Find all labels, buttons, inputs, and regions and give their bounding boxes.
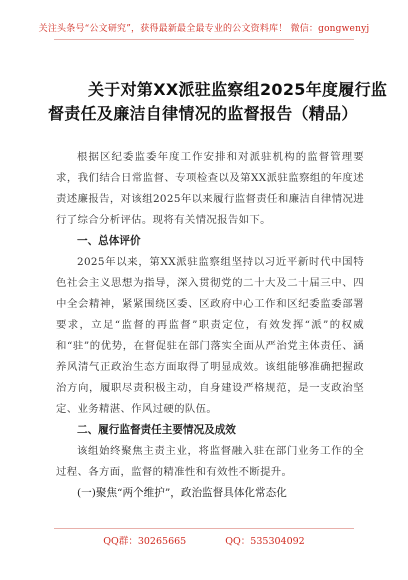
header-banner: 关注头条号“公文研究”，获得最新最全最专业的公文资料库！ 微信：gongwenyj [38, 24, 370, 34]
footer-qq-contact: QQ：535304092 [225, 536, 305, 547]
footer-qq-group: QQ群：30265665 [103, 536, 187, 547]
title-line-1: 关于对第XX派驻监察组2025年度履行监 [88, 80, 388, 99]
intro-paragraph: 根据区纪委监委年度工作安排和对派驻机构的监督管理要求，我们结合日常监督、专项检查以及第XX派驻监察组的年度述责述廉报告，对该组2025年以来履行监督责任和廉洁自律情况进行了综合分析评估。现将有关情况报告如下。 [56, 151, 364, 226]
subsection-1-heading: (一)聚焦“两个维护”，政治监督具体化常态化 [77, 487, 287, 499]
footer [0, 533, 408, 547]
section-2-paragraph: 该组始终聚焦主责主业，将监督融入驻在部门业务工作的全过程、各方面，监督的精准性和有效性不断提升。 [56, 445, 364, 478]
footer-divider [54, 528, 354, 529]
header-divider [54, 39, 354, 40]
section-1-paragraph: 2025年以来，第XX派驻监察组坚持以习近平新时代中国特色社会主义思想为指导，深入贯彻党的二十大及二十届三中、四中全会精神，紧紧围绕区委、区政府中心工作和区纪委监委部署要求，立足“监督的再监督”职责定位，有效发挥“派”的权威和“驻”的优势，在督促驻在部门落实全面从严治党主体责任、涵养风清气正政治生态方面取得了明显成效。该组能够准确把握政治方向，履职尽责积极主动，自身建设严格规范，是一支政治坚定、业务精湛、作风过硬的队伍。 [56, 256, 364, 415]
document-body [56, 147, 364, 504]
document-title [48, 78, 388, 126]
title-line-2: 督责任及廉洁自律情况的监督报告（精品） [48, 104, 358, 123]
section-2-heading: 二、履行监督责任主要情况及成效 [77, 424, 236, 436]
section-1-heading: 一、总体评价 [77, 235, 141, 247]
